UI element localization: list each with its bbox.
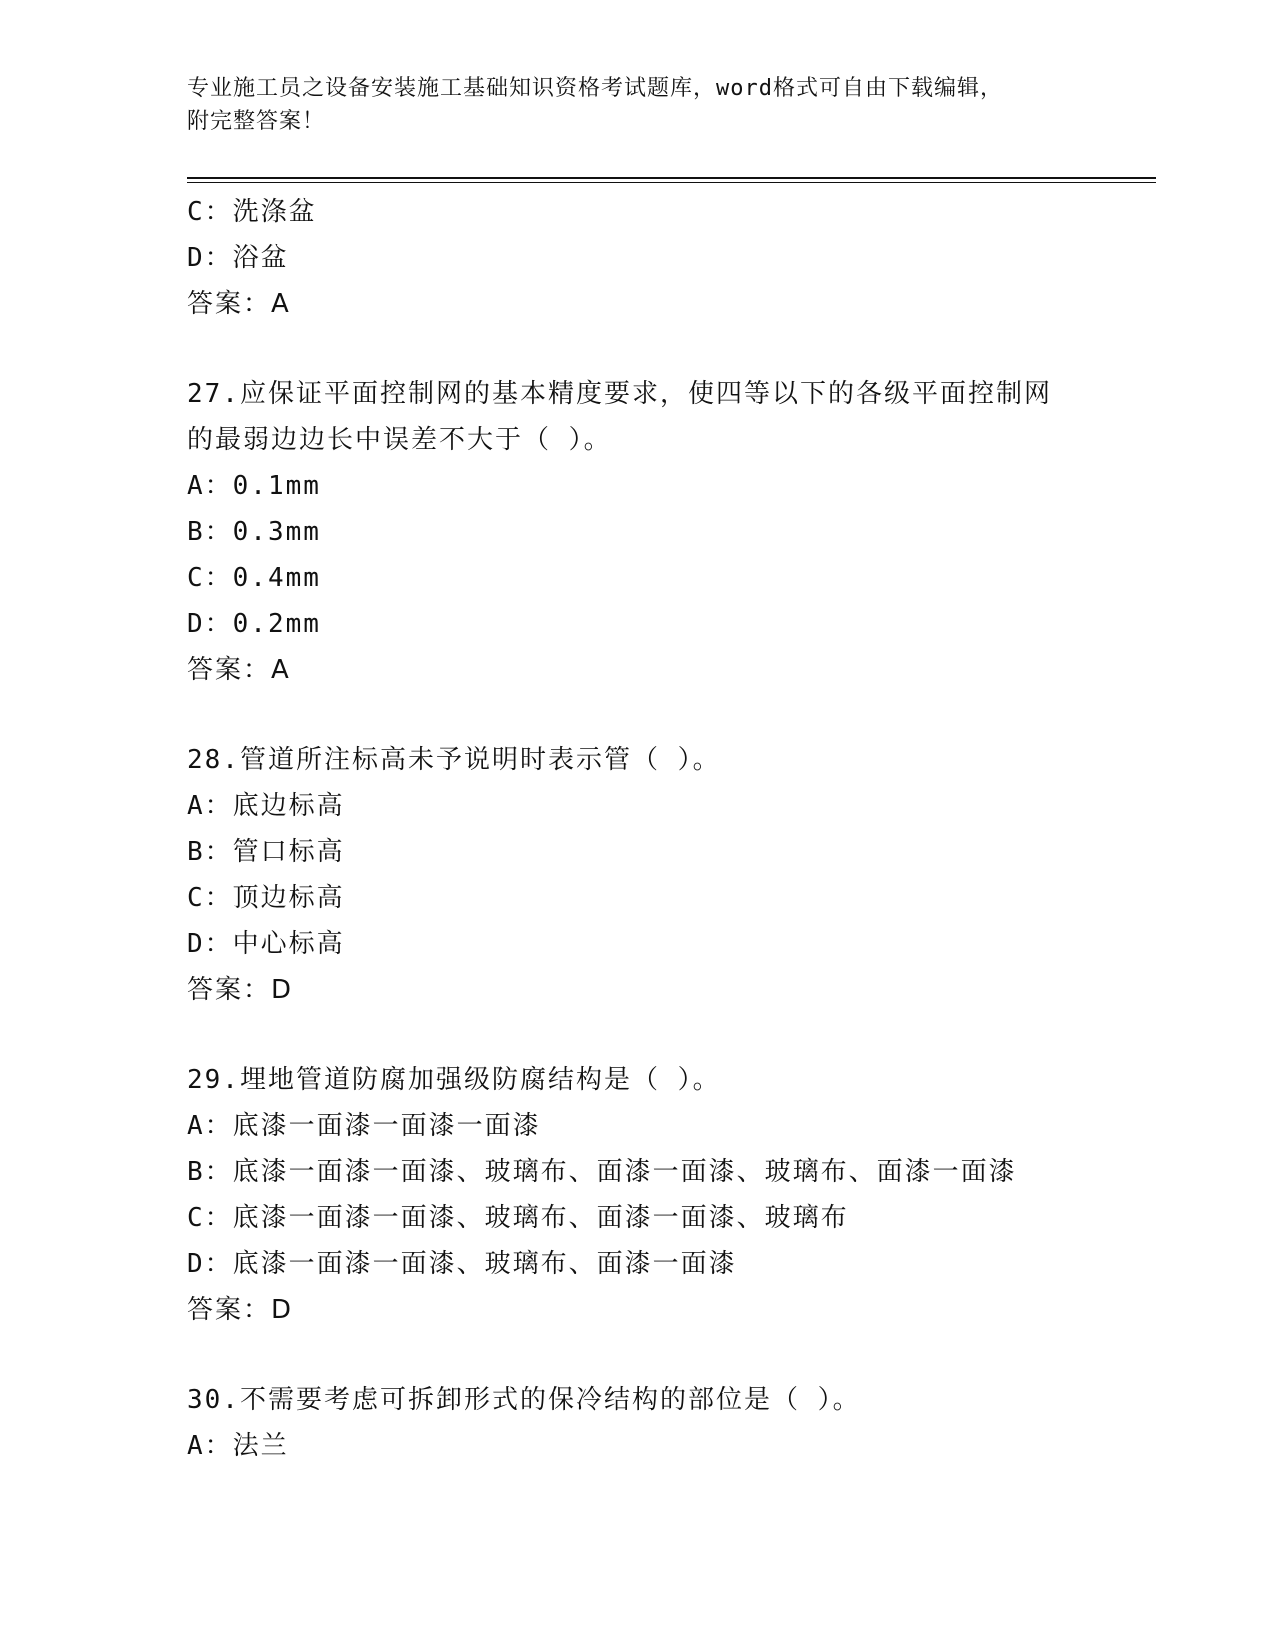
question-stem-continued: 的最弱边边长中误差不大于（ ）。 [187, 425, 612, 455]
header-divider-thick [187, 177, 1156, 179]
option-c: C：顶边标高 [187, 883, 345, 913]
option-b: B：管口标高 [187, 837, 345, 867]
answer-line: 答案：D [187, 975, 294, 1005]
question-block-30 [187, 1377, 1147, 1469]
option-d: D：底漆一面漆一面漆、玻璃布、面漆一面漆 [187, 1249, 737, 1279]
question-block-27 [187, 371, 1147, 693]
option-d: D：0.2mm [187, 609, 321, 639]
option-d: D：浴盆 [187, 243, 289, 273]
question-block-28 [187, 737, 1147, 1013]
question-stem: 28.管道所注标高未予说明时表示管（ ）。 [187, 745, 721, 775]
header-divider-thin [187, 182, 1156, 183]
option-a: A：底边标高 [187, 791, 345, 821]
option-a: A：法兰 [187, 1431, 289, 1461]
header-line-2: 附完整答案！ [187, 109, 326, 134]
question-block-29 [187, 1057, 1147, 1333]
option-a: A：0.1mm [187, 471, 321, 501]
answer-line: 答案：A [187, 289, 291, 319]
document-header [187, 72, 1087, 138]
question-block-26 [187, 189, 1147, 327]
question-stem: 29.埋地管道防腐加强级防腐结构是（ ）。 [187, 1065, 721, 1095]
option-a: A：底漆一面漆一面漆一面漆 [187, 1111, 541, 1141]
question-stem: 30.不需要考虑可拆卸形式的保冷结构的部位是（ ）。 [187, 1385, 861, 1415]
header-line-1: 专业施工员之设备安装施工基础知识资格考试题库，word格式可自由下载编辑， [187, 76, 1003, 101]
answer-line: 答案：D [187, 1295, 294, 1325]
option-c: C：洗涤盆 [187, 197, 317, 227]
answer-line: 答案：A [187, 655, 291, 685]
option-c: C：底漆一面漆一面漆、玻璃布、面漆一面漆、玻璃布 [187, 1203, 849, 1233]
question-list [187, 189, 1147, 1469]
question-stem: 27.应保证平面控制网的基本精度要求，使四等以下的各级平面控制网 [187, 379, 1052, 409]
option-b: B：底漆一面漆一面漆、玻璃布、面漆一面漆、玻璃布、面漆一面漆 [187, 1157, 1017, 1187]
option-b: B：0.3mm [187, 517, 321, 547]
option-d: D：中心标高 [187, 929, 345, 959]
option-c: C：0.4mm [187, 563, 321, 593]
